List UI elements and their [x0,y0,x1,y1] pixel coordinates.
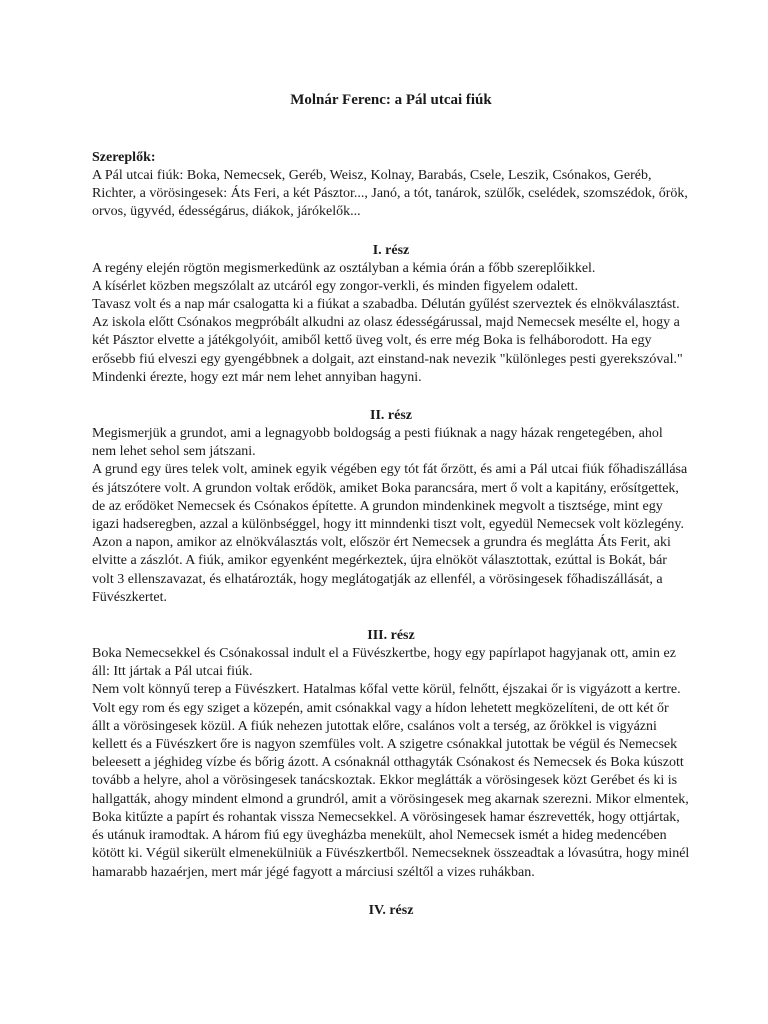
section-2 [92,407,690,607]
paragraph: A grund egy üres telek volt, aminek egyik végében egy tót fát őrzött, és ami a Pál utcai fiúk főhadiszállása és játszótere volt. A grundon voltak erődök, amiket Boka parancsára, mert ő volt a kapitány, erősítgettek, de az erődöket Nemecsek és Csónakos építette. A grundon mindenkinek megvolt a tisztsége, mint egy igazi hadseregben, azzal a különbséggel, hogy itt minndenki tiszt volt, egyedül Nemecsek volt közlegény. Azon a napon, amikor az elnökválasztás volt, először ért Nemecsek a grundra és meglátta Áts Ferit, aki elvitte a zászlót. A fiúk, amikor egyenként megérkeztek, újra elnököt választottak, ezúttal is Bokát, bár volt 3 ellenszavazat, és elhatározták, hogy meglátogatják az ellenfél, a vörösingesek főhadiszállását, a Füvészkertet. [92,462,688,605]
section-4 [92,902,690,920]
paragraph: A regény elején rögtön megismerkedünk az osztályban a kémia órán a főbb szereplőikkel. [92,260,596,276]
document-title: Molnár Ferenc: a Pál utcai fiúk [290,92,492,108]
paragraph: A kísérlet közben megszólalt az utcáról egy zongor-verkli, és minden figyelem odalett. [92,278,579,294]
cast-list: A Pál utcai fiúk: Boka, Nemecsek, Geréb, Weisz, Kolnay, Barabás, Csele, Leszik, Csónakos, Geréb, Richter, a vörösingesek: Áts Feri, a két Pásztor..., Janó, a tót, tanárok, szülők, cselédek, szomszédok, őrök, orvos, ügyvéd, édességárus, diákok, járókelők... [92,168,688,220]
section-heading: III. rész [367,628,415,644]
paragraph: Tavasz volt és a nap már csalogatta ki a fiúkat a szabadba. Délután gyűlést szerveztek és elnökválasztást. Az iskola előtt Csónakos megpróbált alkudni az olasz édességárussal, majd Nemecsek mesélte el, hogy a két Pásztor elvette a játékgolyóit, amiből kettő üveg volt, és erre még Boka is felháborodott. Ha egy erősebb fiú elveszi egy gyengébbnek a dolgait, azt einstand-nak nevezik "különleges pesti gyerekszóval." Mindenki érezte, hogy ezt már nem lehet annyiban hagyni. [92,297,683,385]
section-1 [92,242,690,387]
section-heading: IV. rész [368,902,414,918]
cast-heading: Szereplők: [92,150,156,165]
paragraph: Megismerjük a grundot, ami a legnagyobb boldogság a pesti fiúknak a nagy házak rengetegében, ahol nem lehet sehol sem játszani. [92,426,663,460]
section-3 [92,627,690,882]
section-heading: I. rész [372,242,410,258]
cast-section [92,149,690,222]
paragraph: Nem volt könnyű terep a Füvészkert. Hatalmas kőfal vette körül, felnőtt, éjszakai őr is vigyázott a kertre. Volt egy rom és egy sziget a közepén, amit csónakkal vagy a hídon lehetett megközelíteni, de ott két őr állt a vörösingesek közül. A fiúk nehezen jutottak előre, csalános volt a terség, az őrökkel is vigyázni kellett és a Füvészkert őre is nagyon szemfüles volt. A szigetre csónakkal jutottak be végül és Nemecsek beleesett a jéghideg vízbe és bőrig ázott. A csónaknál otthagyták Csónakost és Nemecsek és Boka kúszott tovább a helyre, ahol a vörösingesek tanácskoztak. Ekkor meglátták a vörösingesek közt Gerébet és ki is hallgatták, ahogy mindent elmond a grundról, amit a vörösingesek meg akarnak szerezni. Mikor elmentek, Boka kitűzte a papírt és rohantak vissza Nemecsekkel. A vörösingesek hamar észrevették, hogy ottjártak, és utánuk iramodtak. A három fiú egy üvegházba menekült, ahol Nemecsek ismét a hideg medencében kötött ki. Végül sikerült elmenekülniük a Füvészkertből. Nemecseknek összeadtak a lóvasútra, hogy minél hamarabb hazaérjen, mert már jégé fagyott a márciusi széltől a vizes ruhákban. [92,682,690,880]
paragraph: Boka Nemecsekkel és Csónakossal indult el a Füvészkertbe, hogy egy papírlapot hagyjanak ott, amin ez áll: Itt jártak a Pál utcai fiúk. [92,646,676,680]
section-heading: II. rész [370,408,412,424]
